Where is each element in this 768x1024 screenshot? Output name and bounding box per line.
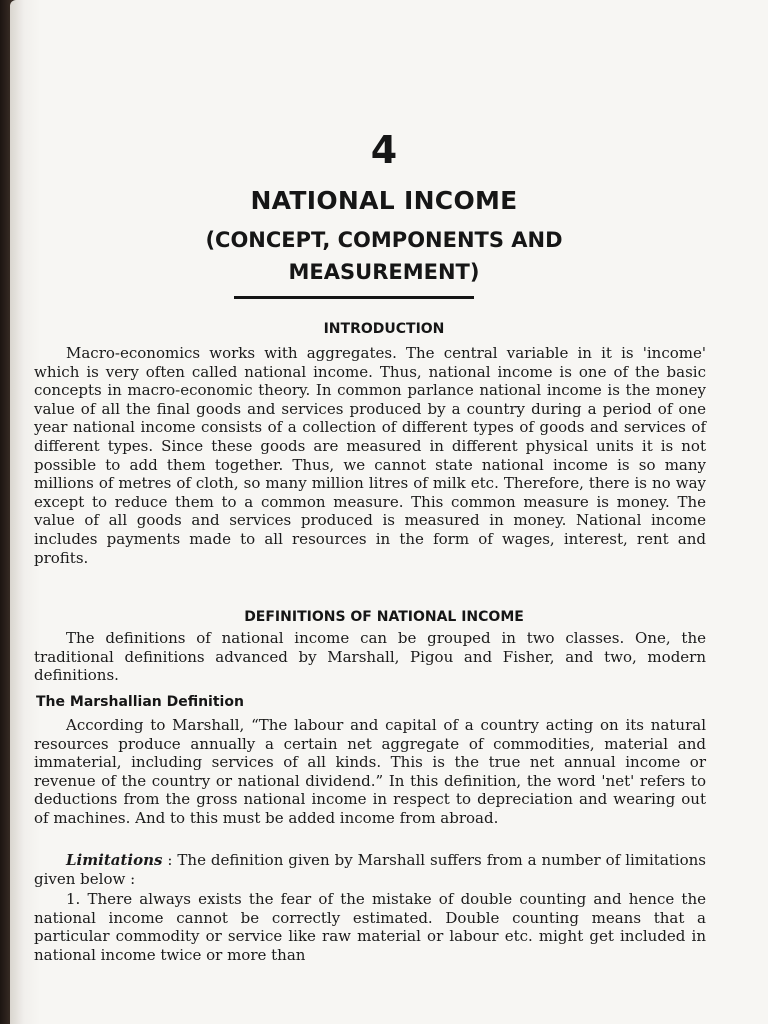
marshallian-paragraph: According to Marshall, “The labour and capital of a country acting on its natural resources produce annually a certain net aggregate of commodities, material and immaterial, including services of all kinds. This is the true net annual income or revenue of the country or national dividend.” In this definition, the word 'net' refers to deductions from the gross national income in respect to depreciation and wearing out of machines. And to this must be added income from abroad. xyxy=(34,716,706,827)
chapter-subtitle-line2: MEASUREMENT) xyxy=(288,260,480,284)
limitation-point-1: 1. There always exists the fear of the mistake of double counting and hence the national income cannot be correctly estimated. Double counting means that a particular commodity or service like raw material or labour etc. might get included in national income twice or more than xyxy=(34,890,706,964)
limitations-label: Limitations xyxy=(66,851,163,869)
chapter-number: 4 xyxy=(370,128,398,172)
limitations-paragraph xyxy=(34,851,706,888)
chapter-title: NATIONAL INCOME xyxy=(250,186,518,215)
definitions-paragraph: The definitions of national income can be grouped in two classes. One, the traditional definitions advanced by Marshall, Pigou and Fisher, and two, modern definitions. xyxy=(34,629,706,685)
chapter-subtitle xyxy=(0,224,768,288)
definitions-heading: DEFINITIONS OF NATIONAL INCOME xyxy=(244,609,524,625)
title-divider xyxy=(234,296,474,299)
chapter-subtitle-line1: (CONCEPT, COMPONENTS AND xyxy=(205,228,563,252)
introduction-paragraph: Macro-economics works with aggregates. The central variable in it is 'income' which is very often called national income. Thus, national income is one of the basic concepts in macro-economic theory. In common parlance national income is the money value of all the final goods and services produced by a country during a period of one year national income consists of a collection of different types of goods and services of different types. Since these goods are measured in different physical units it is not possible to add them together. Thus, we cannot state national income is so many millions of metres of cloth, so many million litres of milk etc. Therefore, there is no way except to reduce them to a common measure. This common measure is money. The value of all goods and services produced is measured in money. National income includes payments made to all resources in the form of wages, interest, rent and profits. xyxy=(34,344,706,567)
marshallian-heading: The Marshallian Definition xyxy=(36,694,244,710)
limitations-text: : The definition given by Marshall suffers from a number of limitations given below : xyxy=(34,851,706,888)
introduction-heading: INTRODUCTION xyxy=(323,321,445,337)
